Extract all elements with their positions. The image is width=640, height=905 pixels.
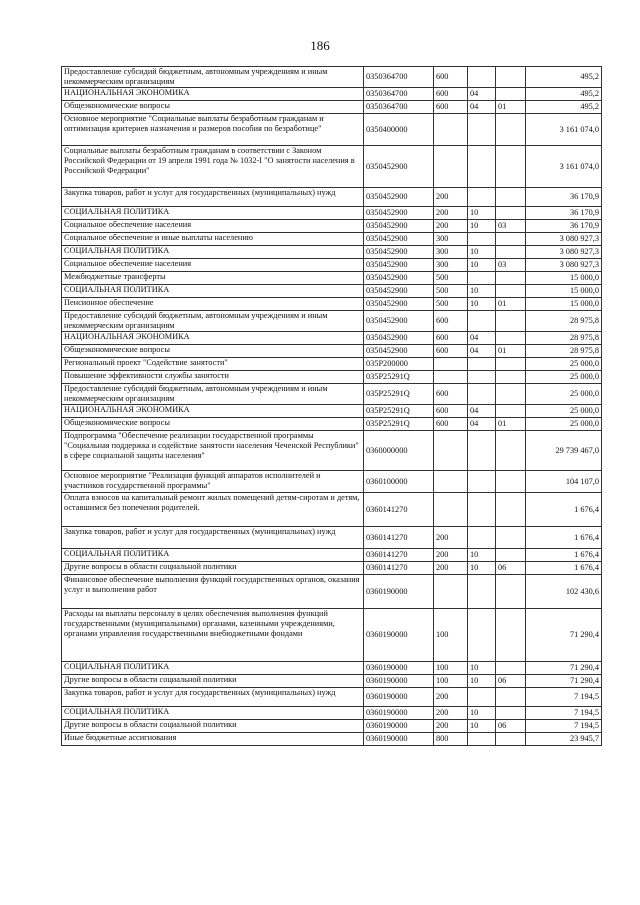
row-code: 0360141270	[364, 493, 434, 527]
row-section	[468, 733, 496, 746]
row-code: 0360190000	[364, 575, 434, 609]
row-expense-type	[434, 371, 468, 384]
row-section	[468, 272, 496, 285]
row-subsection	[496, 733, 526, 746]
row-subsection: 01	[496, 101, 526, 114]
row-subsection	[496, 114, 526, 146]
row-section: 10	[468, 549, 496, 562]
row-amount: 104 107,0	[526, 471, 602, 493]
row-expense-type: 300	[434, 259, 468, 272]
row-name: НАЦИОНАЛЬНАЯ ЭКОНОМИКА	[62, 88, 364, 101]
row-amount: 7 194,5	[526, 720, 602, 733]
row-section	[468, 233, 496, 246]
row-section	[468, 358, 496, 371]
row-subsection	[496, 332, 526, 345]
row-amount: 1 676,4	[526, 527, 602, 549]
row-code: 035P25291Q	[364, 418, 434, 431]
row-code: 0360100000	[364, 471, 434, 493]
row-subsection: 06	[496, 675, 526, 688]
row-amount: 25 000,0	[526, 405, 602, 418]
budget-table-body	[62, 67, 602, 746]
table-row	[62, 332, 602, 345]
table-row	[62, 527, 602, 549]
table-row	[62, 371, 602, 384]
table-row	[62, 259, 602, 272]
table-row	[62, 720, 602, 733]
row-amount: 3 161 074,0	[526, 146, 602, 188]
row-expense-type	[434, 493, 468, 527]
row-name: НАЦИОНАЛЬНАЯ ЭКОНОМИКА	[62, 332, 364, 345]
row-code: 0360190000	[364, 662, 434, 675]
row-subsection	[496, 358, 526, 371]
table-row	[62, 188, 602, 207]
row-name: СОЦИАЛЬНАЯ ПОЛИТИКА	[62, 662, 364, 675]
row-section	[468, 188, 496, 207]
row-section	[468, 384, 496, 405]
table-row	[62, 675, 602, 688]
row-code: 0360190000	[364, 688, 434, 707]
row-section: 10	[468, 220, 496, 233]
row-name: Финансовое обеспечение выполнения функций государственных органов, оказания услуг и выполнения работ	[62, 575, 364, 609]
row-name: Социальное обеспечение населения	[62, 220, 364, 233]
row-expense-type: 200	[434, 562, 468, 575]
row-amount: 3 161 074,0	[526, 114, 602, 146]
table-row	[62, 311, 602, 332]
row-amount: 28 975,8	[526, 311, 602, 332]
row-name: СОЦИАЛЬНАЯ ПОЛИТИКА	[62, 549, 364, 562]
row-subsection	[496, 246, 526, 259]
row-code: 0360141270	[364, 549, 434, 562]
row-subsection	[496, 207, 526, 220]
row-subsection	[496, 688, 526, 707]
row-name: Другие вопросы в области социальной политики	[62, 562, 364, 575]
row-name: Предоставление субсидий бюджетным, автономным учреждениям и иным некоммерческим организациям	[62, 67, 364, 88]
row-code: 0350364700	[364, 101, 434, 114]
row-amount: 23 945,7	[526, 733, 602, 746]
row-name: СОЦИАЛЬНАЯ ПОЛИТИКА	[62, 246, 364, 259]
row-amount: 71 290,4	[526, 662, 602, 675]
row-expense-type	[434, 146, 468, 188]
row-expense-type: 200	[434, 207, 468, 220]
row-code: 035P200000	[364, 358, 434, 371]
row-code: 0350452900	[364, 188, 434, 207]
row-amount: 495,2	[526, 88, 602, 101]
row-name: Региональный проект "Содействие занятости"	[62, 358, 364, 371]
row-name: Общеэкономические вопросы	[62, 345, 364, 358]
row-expense-type: 200	[434, 527, 468, 549]
row-amount: 15 000,0	[526, 285, 602, 298]
row-section	[468, 311, 496, 332]
table-row	[62, 345, 602, 358]
row-expense-type: 200	[434, 720, 468, 733]
row-code: 0350452900	[364, 298, 434, 311]
row-section	[468, 609, 496, 662]
row-code: 0360190000	[364, 609, 434, 662]
row-expense-type	[434, 114, 468, 146]
row-amount: 25 000,0	[526, 358, 602, 371]
row-amount: 36 170,9	[526, 220, 602, 233]
row-section	[468, 146, 496, 188]
row-amount: 3 080 927,3	[526, 259, 602, 272]
table-row	[62, 114, 602, 146]
row-expense-type: 200	[434, 688, 468, 707]
budget-table	[61, 66, 602, 746]
row-expense-type: 600	[434, 88, 468, 101]
row-section	[468, 575, 496, 609]
row-expense-type: 600	[434, 345, 468, 358]
table-row	[62, 562, 602, 575]
row-section: 10	[468, 562, 496, 575]
row-subsection	[496, 662, 526, 675]
row-subsection	[496, 88, 526, 101]
row-expense-type	[434, 358, 468, 371]
row-section	[468, 371, 496, 384]
row-section: 04	[468, 345, 496, 358]
table-row	[62, 609, 602, 662]
row-expense-type: 200	[434, 220, 468, 233]
row-name: Другие вопросы в области социальной политики	[62, 720, 364, 733]
row-name: Закупка товаров, работ и услуг для государственных (муниципальных) нужд	[62, 188, 364, 207]
row-name: Закупка товаров, работ и услуг для государственных (муниципальных) нужд	[62, 688, 364, 707]
row-name: Расходы на выплаты персоналу в целях обеспечения выполнения функций государственными (муниципальными) органами, казенными учреждениями, органами управления государственными внебюджетными фондами	[62, 609, 364, 662]
table-row	[62, 471, 602, 493]
row-amount: 36 170,9	[526, 188, 602, 207]
row-code: 0350452900	[364, 259, 434, 272]
row-code: 0350452900	[364, 233, 434, 246]
row-section: 10	[468, 662, 496, 675]
row-subsection	[496, 471, 526, 493]
table-row	[62, 272, 602, 285]
row-code: 0360000000	[364, 431, 434, 471]
row-expense-type: 600	[434, 311, 468, 332]
row-code: 0350452900	[364, 272, 434, 285]
row-expense-type: 200	[434, 549, 468, 562]
row-name: Общеэкономические вопросы	[62, 101, 364, 114]
row-subsection: 01	[496, 418, 526, 431]
row-code: 0360190000	[364, 720, 434, 733]
row-name: Общеэкономические вопросы	[62, 418, 364, 431]
row-expense-type: 500	[434, 285, 468, 298]
row-subsection: 06	[496, 720, 526, 733]
row-expense-type: 500	[434, 298, 468, 311]
row-subsection	[496, 431, 526, 471]
row-amount: 25 000,0	[526, 371, 602, 384]
row-amount: 71 290,4	[526, 675, 602, 688]
row-section: 04	[468, 101, 496, 114]
table-row	[62, 358, 602, 371]
row-section: 10	[468, 207, 496, 220]
row-expense-type: 200	[434, 188, 468, 207]
row-subsection	[496, 549, 526, 562]
row-amount: 102 430,6	[526, 575, 602, 609]
table-row	[62, 688, 602, 707]
row-subsection	[496, 285, 526, 298]
row-code: 035P25291Q	[364, 384, 434, 405]
row-expense-type: 600	[434, 405, 468, 418]
row-expense-type	[434, 431, 468, 471]
row-subsection	[496, 371, 526, 384]
row-subsection	[496, 384, 526, 405]
row-expense-type: 100	[434, 609, 468, 662]
table-row	[62, 384, 602, 405]
row-code: 0360141270	[364, 527, 434, 549]
table-row	[62, 662, 602, 675]
row-section	[468, 688, 496, 707]
table-row	[62, 146, 602, 188]
table-row	[62, 575, 602, 609]
row-subsection	[496, 67, 526, 88]
row-code: 035P25291Q	[364, 371, 434, 384]
row-amount: 3 080 927,3	[526, 246, 602, 259]
row-name: НАЦИОНАЛЬНАЯ ЭКОНОМИКА	[62, 405, 364, 418]
table-row	[62, 285, 602, 298]
row-subsection	[496, 527, 526, 549]
row-amount: 1 676,4	[526, 549, 602, 562]
row-name: Закупка товаров, работ и услуг для государственных (муниципальных) нужд	[62, 527, 364, 549]
row-subsection	[496, 405, 526, 418]
row-name: Оплата взносов на капитальный ремонт жилых помещений детям-сиротам и детям, оставшимся без попечения родителей.	[62, 493, 364, 527]
row-amount: 28 975,8	[526, 332, 602, 345]
table-row	[62, 88, 602, 101]
table-row	[62, 67, 602, 88]
row-section	[468, 114, 496, 146]
row-section: 10	[468, 720, 496, 733]
row-name: Другие вопросы в области социальной политики	[62, 675, 364, 688]
row-expense-type: 300	[434, 246, 468, 259]
row-code: 0350400000	[364, 114, 434, 146]
row-section	[468, 431, 496, 471]
row-code: 0350452900	[364, 332, 434, 345]
row-expense-type	[434, 471, 468, 493]
row-code: 0350452900	[364, 220, 434, 233]
row-amount: 1 676,4	[526, 493, 602, 527]
row-subsection: 06	[496, 562, 526, 575]
row-section: 10	[468, 259, 496, 272]
table-row	[62, 246, 602, 259]
table-row	[62, 493, 602, 527]
row-name: СОЦИАЛЬНАЯ ПОЛИТИКА	[62, 285, 364, 298]
row-code: 0360190000	[364, 707, 434, 720]
table-row	[62, 549, 602, 562]
row-code: 0350452900	[364, 285, 434, 298]
row-section: 10	[468, 675, 496, 688]
row-subsection	[496, 609, 526, 662]
row-code: 0350452900	[364, 311, 434, 332]
row-subsection: 03	[496, 259, 526, 272]
row-name: Повышение эффективности службы занятости	[62, 371, 364, 384]
row-subsection	[496, 272, 526, 285]
row-section	[468, 493, 496, 527]
row-expense-type: 600	[434, 101, 468, 114]
row-amount: 25 000,0	[526, 384, 602, 405]
row-subsection: 03	[496, 220, 526, 233]
row-section	[468, 471, 496, 493]
page-number: 186	[310, 38, 330, 53]
row-section: 10	[468, 298, 496, 311]
row-expense-type: 500	[434, 272, 468, 285]
row-subsection	[496, 188, 526, 207]
row-name: Предоставление субсидий бюджетным, автономным учреждениям и иным некоммерческим организациям	[62, 384, 364, 405]
row-subsection	[496, 575, 526, 609]
row-code: 0360190000	[364, 733, 434, 746]
row-name: Социальные выплаты безработным гражданам в соответствии с Законом Российской Федерации от 19 апреля 1991 года № 1032-I "О занятости населения в Российской Федерации"	[62, 146, 364, 188]
row-section: 04	[468, 332, 496, 345]
row-subsection	[496, 311, 526, 332]
table-row	[62, 418, 602, 431]
table-row	[62, 207, 602, 220]
row-amount: 495,2	[526, 101, 602, 114]
table-row	[62, 431, 602, 471]
row-code: 0360190000	[364, 675, 434, 688]
row-amount: 15 000,0	[526, 272, 602, 285]
row-code: 0350364700	[364, 67, 434, 88]
row-subsection	[496, 493, 526, 527]
row-section: 10	[468, 285, 496, 298]
row-amount: 7 194,5	[526, 688, 602, 707]
table-row	[62, 101, 602, 114]
row-amount: 1 676,4	[526, 562, 602, 575]
row-name: Подпрограмма "Обеспечение реализации государственной программы "Социальная поддержка и содействие занятости населения Чеченской Республики" в сфере социальной защиты населения"	[62, 431, 364, 471]
row-name: Межбюджетные трансферты	[62, 272, 364, 285]
table-row	[62, 707, 602, 720]
table-row	[62, 233, 602, 246]
row-subsection	[496, 707, 526, 720]
table-row	[62, 733, 602, 746]
row-name: Иные бюджетные ассигнования	[62, 733, 364, 746]
row-name: СОЦИАЛЬНАЯ ПОЛИТИКА	[62, 707, 364, 720]
row-name: Предоставление субсидий бюджетным, автономным учреждениям и иным некоммерческим организациям	[62, 311, 364, 332]
row-amount: 25 000,0	[526, 418, 602, 431]
row-name: СОЦИАЛЬНАЯ ПОЛИТИКА	[62, 207, 364, 220]
row-name: Социальное обеспечение и иные выплаты населению	[62, 233, 364, 246]
row-name: Пенсионное обеспечение	[62, 298, 364, 311]
row-expense-type: 600	[434, 67, 468, 88]
row-amount: 15 000,0	[526, 298, 602, 311]
row-code: 0350452900	[364, 246, 434, 259]
row-section: 04	[468, 418, 496, 431]
table-row	[62, 298, 602, 311]
row-expense-type: 600	[434, 384, 468, 405]
row-code: 0350452900	[364, 207, 434, 220]
row-subsection	[496, 146, 526, 188]
row-amount: 29 739 467,0	[526, 431, 602, 471]
row-code: 0350364700	[364, 88, 434, 101]
row-expense-type	[434, 575, 468, 609]
row-section	[468, 67, 496, 88]
row-code: 0350452900	[364, 146, 434, 188]
row-code: 0360141270	[364, 562, 434, 575]
row-section: 10	[468, 707, 496, 720]
table-row	[62, 405, 602, 418]
row-amount: 28 975,8	[526, 345, 602, 358]
row-expense-type: 100	[434, 662, 468, 675]
row-amount: 7 194,5	[526, 707, 602, 720]
row-subsection: 01	[496, 298, 526, 311]
row-expense-type: 100	[434, 675, 468, 688]
row-amount: 3 080 927,3	[526, 233, 602, 246]
row-section: 04	[468, 88, 496, 101]
row-section: 10	[468, 246, 496, 259]
row-expense-type: 600	[434, 418, 468, 431]
row-expense-type: 200	[434, 707, 468, 720]
row-name: Основное мероприятие "Реализация функций аппаратов исполнителей и участников государственной программы"	[62, 471, 364, 493]
row-name: Социальное обеспечение населения	[62, 259, 364, 272]
row-code: 035P25291Q	[364, 405, 434, 418]
row-amount: 36 170,9	[526, 207, 602, 220]
row-subsection	[496, 233, 526, 246]
row-code: 0350452900	[364, 345, 434, 358]
row-expense-type: 800	[434, 733, 468, 746]
row-amount: 71 290,4	[526, 609, 602, 662]
row-section	[468, 527, 496, 549]
row-expense-type: 600	[434, 332, 468, 345]
row-expense-type: 300	[434, 233, 468, 246]
row-subsection: 01	[496, 345, 526, 358]
row-name: Основное мероприятие "Социальные выплаты безработным гражданам и оптимизация критериев назначения и размеров пособия по безработице"	[62, 114, 364, 146]
table-row	[62, 220, 602, 233]
row-amount: 495,2	[526, 67, 602, 88]
row-section: 04	[468, 405, 496, 418]
